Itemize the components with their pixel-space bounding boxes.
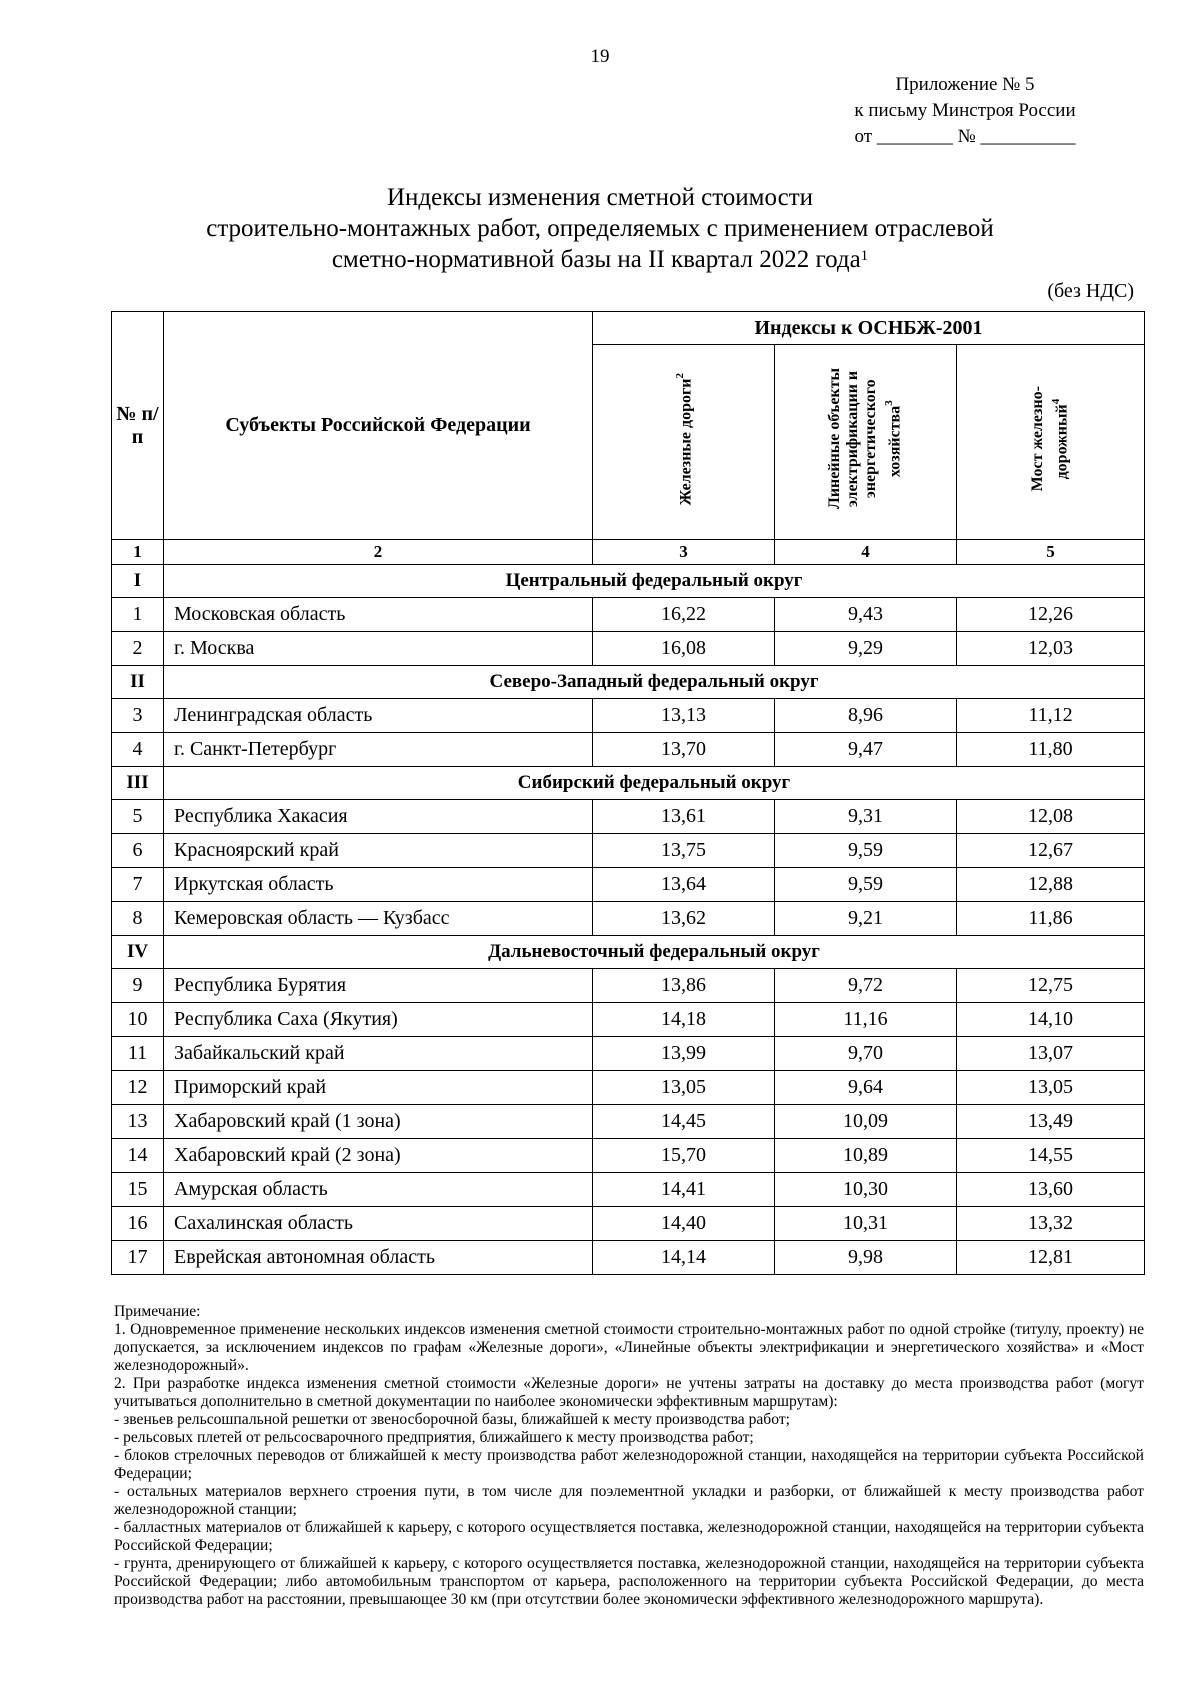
row-number: 16 — [112, 1207, 164, 1241]
table-body — [112, 540, 1145, 1275]
index-bridge: 13,05 — [957, 1071, 1145, 1105]
index-table — [111, 311, 1145, 1275]
table-row — [112, 1105, 1145, 1139]
notes — [114, 1303, 1144, 1609]
index-railways: 13,70 — [593, 733, 775, 767]
subject-name: Кемеровская область — Кузбасс — [164, 902, 593, 936]
index-electrification: 10,09 — [775, 1105, 957, 1139]
note-paragraph: - грунта, дренирующего от ближайшей к карьеру, с которого осуществляется поставка, железнодорожной станции, находящейся на территории субъекта Российской Федерации; либо автомобильным транспортом от карьера, расположенного на территории субъекта Российской Федерации, до места производства работ на расстоянии, превышающее 30 км (при отсутствии более экономически эффективного железнодорожного маршрута). — [114, 1555, 1144, 1608]
header-railways — [593, 345, 775, 540]
subject-name: Республика Бурятия — [164, 969, 593, 1003]
index-electrification: 9,47 — [775, 733, 957, 767]
index-bridge: 13,60 — [957, 1173, 1145, 1207]
index-bridge: 14,55 — [957, 1139, 1145, 1173]
footnote-mark: 4 — [1050, 398, 1063, 405]
subject-name: Ленинградская область — [164, 699, 593, 733]
index-bridge: 14,10 — [957, 1003, 1145, 1037]
header-subject: Субъекты Российской Федерации — [164, 312, 593, 540]
row-number: 1 — [112, 598, 164, 632]
note-paragraph: - звеньев рельсошпальной решетки от звеносборочной базы, ближайшей к месту производства работ; — [114, 1411, 790, 1428]
index-electrification: 9,59 — [775, 834, 957, 868]
vat-note: (без НДС) — [1047, 280, 1134, 302]
row-number: 11 — [112, 1037, 164, 1071]
header-group: Индексы к ОСНБЖ-2001 — [593, 312, 1145, 345]
footnote-mark: 3 — [883, 400, 896, 407]
subject-name: г. Санкт-Петербург — [164, 733, 593, 767]
table-row — [112, 632, 1145, 666]
index-bridge: 12,26 — [957, 598, 1145, 632]
index-electrification: 9,59 — [775, 868, 957, 902]
subject-name: Московская область — [164, 598, 593, 632]
row-number: 6 — [112, 834, 164, 868]
column-number: 3 — [593, 540, 775, 565]
header-bridge — [957, 345, 1145, 540]
index-bridge: 13,32 — [957, 1207, 1145, 1241]
appendix-line: от ________ № __________ — [854, 126, 1076, 147]
note-paragraph: - рельсовых плетей от рельсосварочного предприятия, ближайшего к месту производства работ; — [114, 1429, 754, 1446]
subject-name: Хабаровский край (2 зона) — [164, 1139, 593, 1173]
district-row — [112, 767, 1145, 800]
notes-heading: Примечание: — [114, 1303, 201, 1320]
subject-name: Республика Хакасия — [164, 800, 593, 834]
index-electrification: 9,70 — [775, 1037, 957, 1071]
table-row — [112, 598, 1145, 632]
table-row — [112, 902, 1145, 936]
index-electrification: 9,72 — [775, 969, 957, 1003]
index-railways: 13,75 — [593, 834, 775, 868]
subject-name: Забайкальский край — [164, 1037, 593, 1071]
index-electrification: 10,31 — [775, 1207, 957, 1241]
table-row — [112, 969, 1145, 1003]
index-railways: 13,86 — [593, 969, 775, 1003]
index-railways: 14,18 — [593, 1003, 775, 1037]
subject-name: Сахалинская область — [164, 1207, 593, 1241]
district-row — [112, 666, 1145, 699]
index-railways: 16,22 — [593, 598, 775, 632]
appendix-line: к письму Минстроя России — [854, 100, 1076, 121]
note-paragraph: - остальных материалов верхнего строения пути, в том числе для поэлементной укладки и разборки, от ближайшей к месту производства работ железнодорожной станции; — [114, 1483, 1144, 1518]
district-number: III — [112, 767, 164, 800]
footnote-mark: 1 — [860, 248, 869, 264]
index-bridge: 12,81 — [957, 1241, 1145, 1275]
table-row — [112, 1071, 1145, 1105]
note-paragraph: - блоков стрелочных переводов от ближайшей к месту производства работ железнодорожной станции, находящейся на территории субъекта Российской Федерации; — [114, 1447, 1144, 1482]
header-line: Линейные объекты — [826, 368, 844, 510]
index-railways: 14,41 — [593, 1173, 775, 1207]
table-row — [112, 1003, 1145, 1037]
index-railways: 14,14 — [593, 1241, 775, 1275]
index-bridge: 11,12 — [957, 699, 1145, 733]
index-electrification: 9,43 — [775, 598, 957, 632]
district-row — [112, 936, 1145, 969]
row-number: 3 — [112, 699, 164, 733]
row-number: 8 — [112, 902, 164, 936]
header-line: энергетического — [862, 379, 880, 499]
district-number: IV — [112, 936, 164, 969]
index-bridge: 12,08 — [957, 800, 1145, 834]
footnote-mark: 2 — [674, 372, 687, 379]
index-electrification: 9,29 — [775, 632, 957, 666]
table-row — [112, 868, 1145, 902]
index-railways: 13,13 — [593, 699, 775, 733]
note-paragraph: 2. При разработке индекса изменения сметной стоимости «Железные дороги» не учтены затраты на доставку до места производства работ (могут учитываться дополнительно в сметной документации по наиболее экономически эффективным маршрутам): — [114, 1375, 1144, 1410]
row-number: 9 — [112, 969, 164, 1003]
subject-name: Еврейская автономная область — [164, 1241, 593, 1275]
subject-name: Иркутская область — [164, 868, 593, 902]
column-number-row — [112, 540, 1145, 565]
index-railways: 15,70 — [593, 1139, 775, 1173]
index-electrification: 10,30 — [775, 1173, 957, 1207]
header-line: электрификации и — [844, 370, 862, 508]
appendix-line: Приложение № 5 — [895, 74, 1035, 95]
district-name: Центральный федеральный округ — [164, 565, 1145, 598]
appendix-block — [820, 72, 1110, 150]
note-paragraph: 1. Одновременное применение нескольких индексов изменения сметной стоимости строительно-монтажных работ по одной стройке (титулу, проекту) не допускается, за исключением индексов по графам «Железные дороги», «Линейные объекты электрификации и энергетического хозяйства» и «Мост железнодорожный». — [114, 1321, 1144, 1374]
index-electrification: 9,31 — [775, 800, 957, 834]
subject-name: Красноярский край — [164, 834, 593, 868]
table-row — [112, 733, 1145, 767]
subject-name: Хабаровский край (1 зона) — [164, 1105, 593, 1139]
column-number: 4 — [775, 540, 957, 565]
district-name: Северо-Западный федеральный округ — [164, 666, 1145, 699]
index-railways: 13,62 — [593, 902, 775, 936]
header-railways-text: Железные дороги — [677, 378, 695, 506]
page-number: 19 — [590, 46, 610, 67]
index-electrification: 9,21 — [775, 902, 957, 936]
row-number: 10 — [112, 1003, 164, 1037]
row-number: 5 — [112, 800, 164, 834]
index-electrification: 10,89 — [775, 1139, 957, 1173]
index-railways: 13,99 — [593, 1037, 775, 1071]
index-bridge: 13,49 — [957, 1105, 1145, 1139]
row-number: 7 — [112, 868, 164, 902]
title-text: сметно-нормативной базы на II квартал 2022 года — [331, 246, 861, 273]
title-line: строительно-монтажных работ, определяемых с применением отраслевой — [206, 215, 994, 242]
table-row — [112, 1173, 1145, 1207]
row-number: 14 — [112, 1139, 164, 1173]
header-line: хозяйства — [886, 406, 904, 478]
district-number: I — [112, 565, 164, 598]
index-bridge: 12,88 — [957, 868, 1145, 902]
column-number: 5 — [957, 540, 1145, 565]
row-number: 4 — [112, 733, 164, 767]
table-row — [112, 1139, 1145, 1173]
index-railways: 14,45 — [593, 1105, 775, 1139]
district-row — [112, 565, 1145, 598]
row-number: 17 — [112, 1241, 164, 1275]
index-railways: 13,05 — [593, 1071, 775, 1105]
index-electrification: 11,16 — [775, 1003, 957, 1037]
column-number: 2 — [164, 540, 593, 565]
subject-name: Амурская область — [164, 1173, 593, 1207]
table-row — [112, 1241, 1145, 1275]
index-railways: 16,08 — [593, 632, 775, 666]
table-row — [112, 699, 1145, 733]
index-electrification: 9,64 — [775, 1071, 957, 1105]
table-row — [112, 800, 1145, 834]
index-railways: 13,61 — [593, 800, 775, 834]
index-railways: 14,40 — [593, 1207, 775, 1241]
index-bridge: 12,67 — [957, 834, 1145, 868]
row-number: 2 — [112, 632, 164, 666]
document-title — [0, 182, 1200, 275]
subject-name: Приморский край — [164, 1071, 593, 1105]
title-line: Индексы изменения сметной стоимости — [386, 184, 814, 211]
index-bridge: 12,75 — [957, 969, 1145, 1003]
index-railways: 13,64 — [593, 868, 775, 902]
district-name: Дальневосточный федеральный округ — [164, 936, 1145, 969]
table-row — [112, 834, 1145, 868]
district-number: II — [112, 666, 164, 699]
subject-name: Республика Саха (Якутия) — [164, 1003, 593, 1037]
row-number: 12 — [112, 1071, 164, 1105]
index-electrification: 9,98 — [775, 1241, 957, 1275]
row-number: 15 — [112, 1173, 164, 1207]
column-number: 1 — [112, 540, 164, 565]
index-electrification: 8,96 — [775, 699, 957, 733]
header-num: № п/п — [112, 312, 164, 540]
index-bridge: 12,03 — [957, 632, 1145, 666]
district-name: Сибирский федеральный округ — [164, 767, 1145, 800]
header-line: дорожный — [1053, 404, 1071, 480]
header-electrification — [775, 345, 957, 540]
title-line — [0, 244, 1200, 275]
table-row — [112, 1037, 1145, 1071]
row-number: 13 — [112, 1105, 164, 1139]
header-line: Мост железно- — [1029, 386, 1047, 492]
index-bridge: 11,86 — [957, 902, 1145, 936]
note-paragraph: - балластных материалов от ближайшей к карьеру, с которого осуществляется поставка, железнодорожной станции, находящейся на территории субъекта Российской Федерации; — [114, 1519, 1144, 1554]
index-bridge: 13,07 — [957, 1037, 1145, 1071]
subject-name: г. Москва — [164, 632, 593, 666]
table-row — [112, 1207, 1145, 1241]
index-bridge: 11,80 — [957, 733, 1145, 767]
